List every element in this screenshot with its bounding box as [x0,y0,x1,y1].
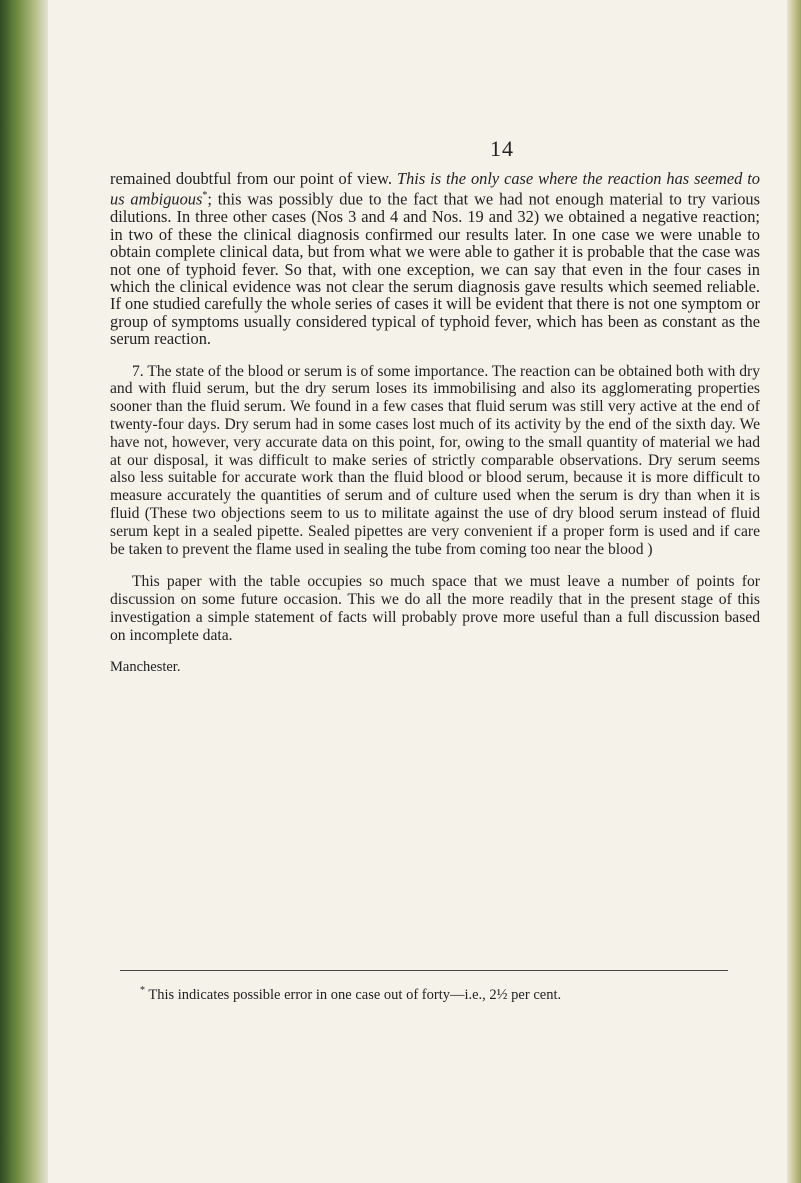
book-binding-edge [0,0,48,1183]
footnote [140,985,760,1004]
footnote-text: This indicates possible error in one case out of forty—i.e., 2½ per cent. [148,986,562,1003]
paragraph-2: 7. The state of the blood or serum is of some importance. The reaction can be obtained both with dry and with fluid serum, but the dry serum loses its immobilising and also its agglomerating properties sooner than the fluid serum. We found in a few cases that fluid serum was still very active at the end of twenty-four days. Dry serum had in some cases lost much of its activity by the end of the sixth day. We have not, however, very accurate data on this point, for, owing to the small quantity of material we had at our disposal, it was difficult to make series of strictly comparable observations. Dry serum seems also less suitable for accurate work than the fluid blood or blood serum, because it is more difficult to measure accurately the quantities of serum and of culture used when the serum is dry than when it is fluid (These two objections seem to us to militate against the use of dry blood serum instead of fluid serum kept in a sealed pipette. Sealed pipettes are very convenient if a proper form is used and if care be taken to prevent the flame used in sealing the tube from coming too near the blood ) [110,362,760,558]
body-text [110,170,760,677]
page-right-edge [787,0,801,1183]
footnote-marker-bottom: * [140,985,145,996]
paragraph-3: This paper with the table occupies so much space that we must leave a number of points for discussion on some future occasion. This we do all the more readily that in the present stage of this investigation a simple statement of facts will probably prove more useful than a full discussion based on incomplete data. [110,573,760,644]
paragraph-1 [110,170,760,348]
paragraph-1-italic: This is the only case where the reaction has seemed to us ambiguous [110,169,760,209]
paragraph-1-rest: ; this was possibly due to the fact that we had not enough material to try various dilutions. In three other cases (Nos 3 and 4 and Nos. 19 and 32) we obtained a negative reaction; in two of these the clinical diagnosis confirmed our results later. In one case we were unable to obtain complete clinical data, but from what we were able to gather it is probable that the case was not one of typhoid fever. So that, with one exception, we can say that even in the four cases in which the clinical evidence was not clear the serum diagnosis gave results which seemed reliable. If one studied carefully the whole series of cases it will be evident that there is not one symptom or group of symptoms usually considered typical of typhoid fever, which has been as constant as the serum reaction. [110,189,760,349]
paragraph-1-lead: remained doubtful from our point of view. [110,169,393,188]
footnote-divider [120,970,728,971]
page-number: 14 [490,136,514,161]
signoff-location: Manchester. [110,659,181,676]
footnote-marker: * [202,190,208,202]
